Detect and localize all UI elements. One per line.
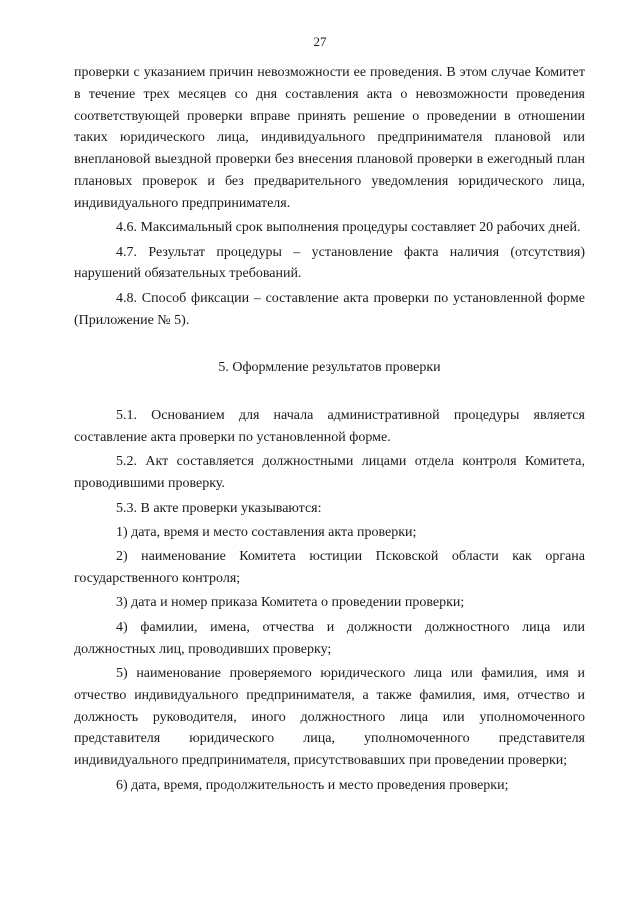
paragraph-4-7: 4.7. Результат процедуры – установление факта наличия (отсутствия) нарушений обязательных требований. <box>74 244 585 282</box>
list-item-4: 4) фамилии, имена, отчества и должности должностного лица или должностных лиц, проводивших проверку; <box>74 619 585 657</box>
list-item-5: 5) наименование проверяемого юридического лица или фамилия, имя и отчество индивидуального предпринимателя, а также фамилия, имя, отчество и должность руководителя, иного должностного лица или уполномоченного представителя юридического лица, уполномоченного представителя индивидуального предпринимателя, присутствовавших при проведении проверки; <box>74 666 585 769</box>
page-number: 27 <box>313 34 327 49</box>
list-item-1: 1) дата, время и место составления акта проверки; <box>116 524 417 540</box>
paragraph-5-2: 5.2. Акт составляется должностными лицами отдела контроля Комитета, проводившими проверку. <box>74 454 585 492</box>
list-item-2: 2) наименование Комитета юстиции Псковской области как органа государственного контроля; <box>74 549 585 587</box>
document-body <box>74 62 585 799</box>
list-item-3: 3) дата и номер приказа Комитета о проведении проверки; <box>116 595 465 611</box>
list-item-6: 6) дата, время, продолжительность и место проведения проверки; <box>116 777 509 793</box>
section-heading: 5. Оформление результатов проверки <box>218 360 441 376</box>
paragraph-continuation: проверки с указанием причин невозможности ее проведения. В этом случае Комитет в течение трех месяцев со дня составления акта о невозможности проведения соответствующей проверки вправе принять решение о проведении в отношении таких юридического лица, индивидуального предпринимателя плановой или внеплановой выездной проверки без внесения плановой проверки в ежегодный план плановых проверок и без предварительного уведомления юридического лица, индивидуального предпринимателя. <box>74 65 585 211</box>
paragraph-4-6: 4.6. Максимальный срок выполнения процедуры составляет 20 рабочих дней. <box>116 220 581 236</box>
paragraph-5-3: 5.3. В акте проверки указываются: <box>116 500 322 516</box>
paragraph-5-1: 5.1. Основанием для начала административной процедуры является составление акта проверки по установленной форме. <box>74 408 585 445</box>
paragraph-4-8: 4.8. Способ фиксации – составление акта проверки по установленной форме (Приложение № 5). <box>74 290 585 328</box>
